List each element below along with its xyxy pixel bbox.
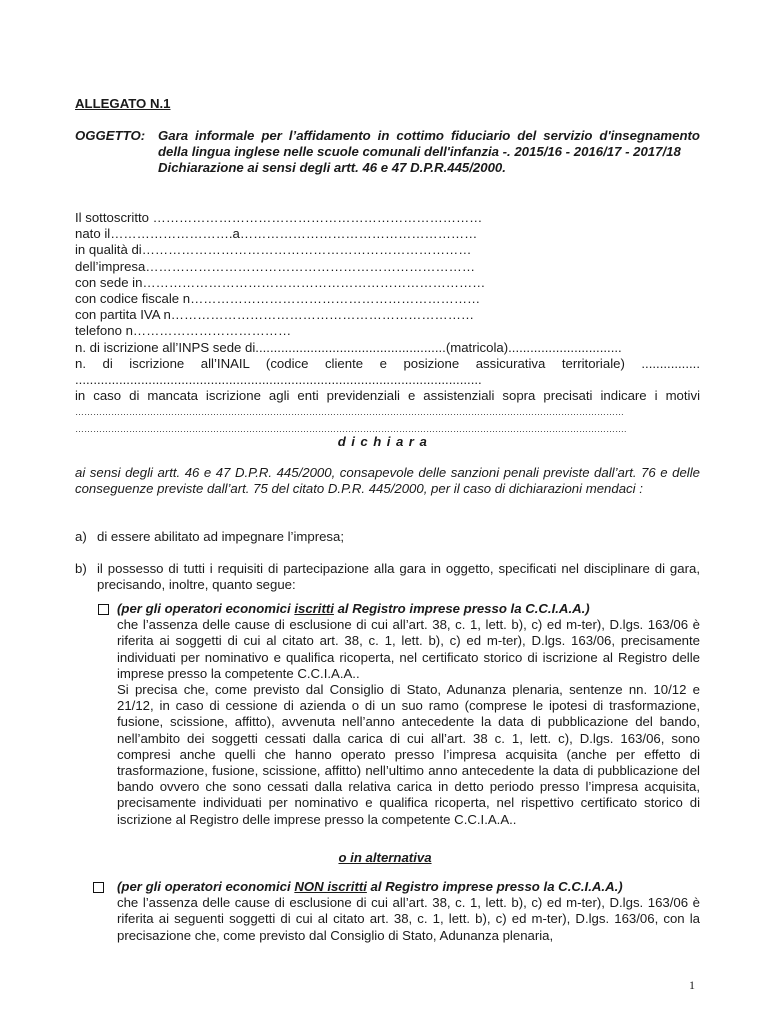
field-sottoscritto: Il sottoscritto ………………………………………………………………… — [75, 210, 483, 225]
dots-line: ………………………………………………………………………………………………………………………………………………………………… — [75, 407, 624, 418]
checkbox-icon[interactable] — [93, 882, 104, 893]
document-heading: ALLEGATO N.1 — [75, 96, 171, 111]
subject-declaration: Dichiarazione ai sensi degli artt. 46 e 47 D.P.R.445/2000. — [158, 160, 506, 176]
option-heading-emphasis: iscritti — [294, 601, 334, 616]
list-item-text: il possesso di tutti i requisiti di partecipazione alla gara in oggetto, specificati nel disciplinare di gara, precisando, inoltre, quanto segue: — [97, 561, 700, 593]
declarant-fields — [75, 210, 700, 435]
option-not-registered-heading — [117, 879, 700, 895]
list-marker: a) — [75, 529, 87, 544]
subject-main: Gara informale per l’affidamento in cottimo fiduciario del servizio d'insegnamento della lingua inglese nelle scuole comunali dell'infanzia -. 2015/16 - 2016/17 - 2017/18 — [158, 128, 700, 160]
page-number: 1 — [689, 978, 695, 992]
option-not-registered-paragraph-1: che l’assenza delle cause di esclusione di cui all’art. 38, c. 1, lett. b), c) ed m-ter), D.lgs. 163/06 è riferita ai seguenti soggetti di cui al citato art. 38, c. 1, lett. b), c) ed m-ter), D.lgs. 163/06, con la precisazione che, come previsto dal Consiglio di Stato, Adunanza plenaria, — [117, 895, 700, 943]
list-item-a — [75, 529, 700, 545]
list-item-b — [75, 561, 700, 593]
list-marker: b) — [75, 561, 87, 576]
field-nato: nato il……………………….a……………………………………………… — [75, 226, 478, 242]
option-heading-text: (per gli operatori economici — [117, 879, 295, 894]
field-impresa: dell’impresa………………………………………………………………… — [75, 258, 476, 274]
option-registered-paragraph-2: Si precisa che, come previsto dal Consiglio di Stato, Adunanza plenaria, sentenze nn. 10/12 e 21/12, in caso di cessione di azienda o di un suo ramo (comprese le ipotesi di trasformazione, fusione, scissione, affitto), avvenuta nell’anno antecedente la data di pubblicazione del bando, nell’ambito dei soggetti cessati dalla carica di cui all’art. 38 c. 1, lett. c), D.lgs. 163/06, sono compresi anche quelli che hanno operato presso l’impresa acquisita (anche per effetto di trasformazione, fusione, scissione, affitto) nell’ultimo anno antecedente la data di pubblicazione del bando ovvero che sono cessati dalla relativa carica in detto periodo presso l’impresa acquisita, precisamente individuati per nominativo e qualifica ricoperta, nel rispettivo certificato storico di iscrizione al Registro delle imprese presso la competente C.C.I.A.A.. — [117, 682, 700, 827]
option-heading-text: al Registro imprese presso la C.C.I.A.A.) — [366, 879, 623, 894]
alternative-heading: o in alternativa — [338, 850, 432, 865]
field-telefono: telefono n……………………………… — [75, 323, 292, 339]
intro-paragraph: ai sensi degli artt. 46 e 47 D.P.R. 445/2000, consapevole delle sanzioni penali previste dall’art. 76 e delle conseguenze previste dall’art. 75 del citato D.P.R. 445/2000, per il caso di dichiarazioni mendaci : — [75, 465, 700, 497]
field-inail-continued: ............................................................................................................... — [75, 371, 482, 387]
field-motivi: in caso di mancata iscrizione agli enti previdenziali e assistenziali sopra precisati indicare i motivi — [75, 388, 700, 404]
checkbox-icon[interactable] — [98, 604, 109, 615]
dichiara-heading: dichiara — [337, 434, 433, 449]
subject-label: OGGETTO: — [75, 128, 146, 143]
field-inail: n. di iscrizione all’INAIL (codice cliente e posizione assicurativa territoriale) ................ — [75, 355, 700, 371]
option-not-registered — [117, 879, 700, 944]
field-codice-fiscale: con codice fiscale n………………………………………………………… — [75, 290, 481, 306]
option-registered — [117, 601, 700, 828]
field-sede: con sede in…………………………………………………………………… — [75, 274, 486, 290]
dots-line: …………………………………………………………………………………………………………………………………………………………………. — [75, 424, 627, 435]
option-heading-emphasis: NON iscritti — [294, 879, 367, 894]
field-qualita: in qualità di………………………………………………………………… — [75, 242, 472, 258]
subject-block — [75, 128, 700, 177]
list-item-text: di essere abilitato ad impegnare l’impresa; — [97, 529, 345, 544]
option-registered-paragraph-1: che l’assenza delle cause di esclusione di cui all’art. 38, c. 1, lett. b), c) ed m-ter), D.lgs. 163/06 è riferita ai soggetti di cui al citato art. 38, c. 1, lett. b), c) ed m-ter), D.lgs. 163/06, precisamente individuati per nominativo e qualifica ricoperta, nel certificato storico di iscrizione al Registro delle imprese presso la competente C.C.I.A.A.. — [117, 617, 700, 681]
field-inps: n. di iscrizione all’INPS sede di....................................................(matricola)............................... — [75, 339, 622, 355]
field-partita-iva: con partita IVA n…………………………………………………………… — [75, 307, 475, 323]
subject-text — [158, 128, 700, 177]
option-heading-text: (per gli operatori economici — [117, 601, 295, 616]
option-heading-text: al Registro imprese presso la C.C.I.A.A.) — [333, 601, 590, 616]
option-registered-heading — [117, 601, 700, 617]
